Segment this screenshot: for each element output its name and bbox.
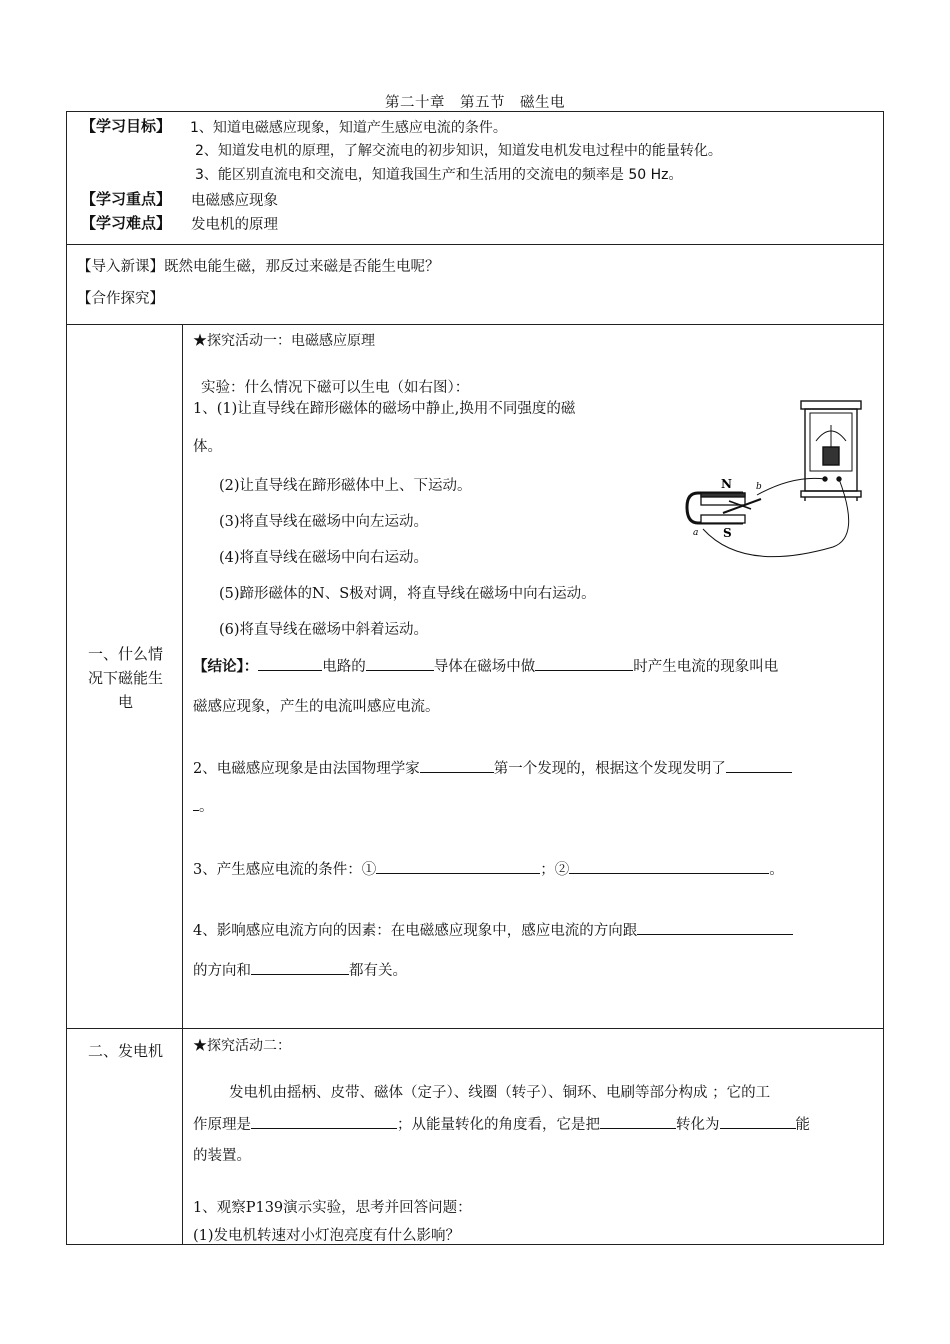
blank-motion-type[interactable] xyxy=(535,656,633,671)
q3-text-1: 3、产生感应电流的条件：① xyxy=(193,862,377,878)
generator-description: 发电机由摇柄、皮带、磁体（定子）、线圈（转子）、铜环、电刷等部分构成 ；它的工 xyxy=(229,1085,771,1101)
wire-end-a-label: a xyxy=(693,528,699,538)
blank-energy-to[interactable] xyxy=(720,1114,796,1129)
conclusion-line1 xyxy=(193,655,778,676)
blank-physicist[interactable] xyxy=(420,758,494,773)
question-3 xyxy=(193,858,784,879)
q3-text-3: 。 xyxy=(769,862,784,878)
electromagnetic-induction-figure xyxy=(683,397,873,577)
focus-label: 【学习重点】 xyxy=(81,190,172,208)
step-4: (4)将直导线在磁场中向右运动。 xyxy=(219,550,429,566)
principle-text-1: 作原理是 xyxy=(193,1117,251,1133)
step-3: (3)将直导线在磁场中向左运动。 xyxy=(219,514,429,530)
question-4-line1 xyxy=(193,919,793,940)
page-title: 第二十章 第五节 磁生电 xyxy=(385,95,565,111)
blank-conductor-part[interactable] xyxy=(366,656,434,671)
q3-text-2: ；② xyxy=(540,862,570,878)
step-2: (2)让直导线在蹄形磁体中上、下运动。 xyxy=(219,478,472,494)
section1-label-line1: 一、什么情 xyxy=(87,645,163,663)
blank-condition-2[interactable] xyxy=(569,859,769,874)
conclusion-text-1: 电路的 xyxy=(322,659,366,675)
principle-text-3: 转化为 xyxy=(676,1117,720,1133)
step-6: (6)将直导线在磁场中斜着运动。 xyxy=(219,622,429,638)
wire-end-b-label: b xyxy=(756,482,762,492)
section2-label: 二、发电机 xyxy=(87,1042,163,1060)
blank-condition-1[interactable] xyxy=(376,859,540,874)
step-1: 1、(1)让直导线在蹄形磁体的磁场中静止,换用不同强度的磁 xyxy=(193,401,576,417)
activity2-title: ★探究活动二： xyxy=(193,1038,291,1054)
blank-direction-factor-2[interactable] xyxy=(251,960,349,975)
cooperative-inquiry-label: 【合作探究】 xyxy=(77,291,164,307)
goals-label: 【学习目标】 xyxy=(81,117,172,135)
conclusion-label: 【结论】： xyxy=(193,658,259,675)
magnet-south-label: S xyxy=(723,526,732,540)
difficulty-label: 【学习难点】 xyxy=(81,214,172,232)
observe-question: 1、观察P139演示实验，思考并回答问题： xyxy=(193,1200,472,1216)
goal-item-2: 2、知道发电机的原理，了解交流电的初步知识，知道发电机发电过程中的能量转化。 xyxy=(195,143,722,159)
conclusion-text-3: 时产生电流的现象叫电 xyxy=(633,659,779,675)
blank-invention[interactable] xyxy=(726,758,792,773)
learning-goals-box xyxy=(66,111,884,245)
focus-text: 电磁感应现象 xyxy=(191,193,278,209)
q4-text-2: 的方向和 xyxy=(193,963,251,979)
principle-text-2: ；从能量转化的角度看，它是把 xyxy=(397,1117,600,1133)
device-text: 的装置。 xyxy=(193,1148,251,1164)
blank-circuit-type[interactable] xyxy=(258,656,322,671)
principle-text-4: 能 xyxy=(795,1117,810,1133)
question-2-line1 xyxy=(193,757,792,778)
section2-label-cell xyxy=(66,1028,183,1245)
blank-energy-from[interactable] xyxy=(600,1114,676,1129)
magnet-north-label: N xyxy=(721,477,732,491)
intro-question: 【导入新课】既然电能生磁，那反过来磁是否能生电呢？ xyxy=(77,259,440,275)
q4-text-3: 都有关。 xyxy=(349,963,407,979)
section1-label-line2: 况下磁能生 xyxy=(87,669,163,687)
intro-box xyxy=(66,244,884,325)
blank-working-principle[interactable] xyxy=(251,1114,397,1129)
blank-direction-factor-1[interactable] xyxy=(637,920,793,935)
q4-text-1: 4、影响感应电流方向的因素：在电磁感应现象中，感应电流的方向跟 xyxy=(193,923,638,939)
conclusion-text-2: 导体在磁场中做 xyxy=(433,659,536,675)
goal-item-3: 3、能区别直流电和交流电，知道我国生产和生活用的交流电的频率是 50 Hz。 xyxy=(195,167,683,183)
section1-content-cell xyxy=(182,324,884,1029)
q2-text-2: 第一个发现的，根据这个发现发明了 xyxy=(493,761,726,777)
difficulty-text: 发电机的原理 xyxy=(191,217,278,233)
conclusion-line2: 磁感应现象，产生的电流叫感应电流。 xyxy=(193,699,440,715)
experiment-intro: 实验：什么情况下磁可以生电（如右图）： xyxy=(201,380,470,396)
galvanometer-icon xyxy=(801,401,861,501)
question-4-line2 xyxy=(193,959,407,980)
horseshoe-magnet-icon xyxy=(687,493,761,523)
generator-principle-line xyxy=(193,1113,810,1134)
goal-item-1: 1、知道电磁感应现象，知道产生感应电流的条件。 xyxy=(190,120,507,136)
section1-label-cell xyxy=(66,324,183,1029)
speed-brightness-question: (1)发电机转速对小灯泡亮度有什么影响？ xyxy=(193,1228,461,1244)
section1-label-line3: 电 xyxy=(117,693,133,711)
section2-content-cell xyxy=(182,1028,884,1245)
step-5: (5)蹄形磁体的N、S极对调，将直导线在磁场中向右运动。 xyxy=(219,586,596,602)
q2-text-3: 。 xyxy=(199,799,214,815)
step-1-cont: 体。 xyxy=(193,439,222,455)
q2-text-1: 2、电磁感应现象是由法国物理学家 xyxy=(193,761,420,777)
question-2-line2 xyxy=(193,795,214,816)
activity1-title: ★探究活动一：电磁感应原理 xyxy=(193,333,375,349)
